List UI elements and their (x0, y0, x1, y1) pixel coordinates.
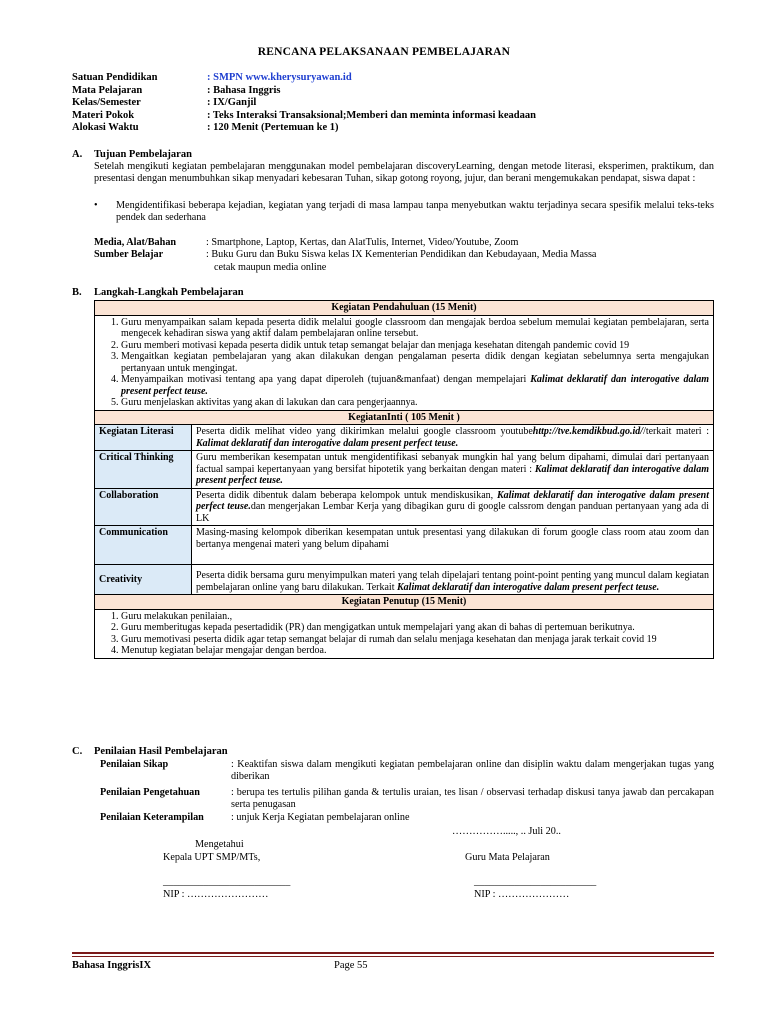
penilaian-pengetahuan-row (94, 787, 714, 813)
signature-right-title: Guru Mata Pelajaran (465, 852, 550, 863)
emphasis-text: Kalimat deklaratif dan interogative dalam present perfect teuse. (196, 489, 709, 512)
emphasis-text: Kalimat deklaratif dan interogative dalam present perfect teuse. (121, 374, 710, 397)
section-title: Langkah-Langkah Pembelajaran (94, 287, 244, 298)
table-row (95, 565, 714, 595)
row-label: Critical Thinking (95, 451, 192, 489)
penilaian-value: : Keaktifan siswa dalam mengikuti kegiatan pembelajaran online dan disiplin waktu dalam mengerjakan tugas yang diberikan (231, 759, 714, 782)
penutup-list (99, 611, 709, 657)
signature-right-nip: NIP : ………………… (474, 889, 570, 900)
row-content (192, 488, 714, 526)
row-content (192, 526, 714, 565)
section-a-paragraph: Setelah mengikuti kegiatan pembelajaran menggunakan model pembelajaran discoveryLearning, dengan metode literasi, eksperimen, praktikum, dan presentasi dengan menumbuhkan sikap menyadari kebesaran Tuhan, sikap gotong royong, jujur, dan berani mengemukakan pendapat, siswa dapat : (94, 161, 714, 184)
list-item-text: Menyampaikan motivasi tentang apa yang dapat diperoleh (tujuan&manfaat) dengan mempelajari (121, 374, 527, 385)
penilaian-label: Penilaian Pengetahuan (100, 787, 200, 798)
row-text: dan mengerjakan Lembar Kerja yang dibagikan guru di google calssrom dengan panduan pertanyaan yang ada di LK (196, 501, 709, 524)
identity-key: Materi Pokok (72, 110, 135, 121)
identity-value-link[interactable]: : SMPN www.kherysuryawan.id (207, 72, 352, 83)
media-label: Media, Alat/Bahan (94, 237, 177, 248)
row-text: Guru memberikan kesempatan untuk mengidentifikasi sebanyak mungkin hal yang belum dipahami, dimulai dari pertanyaan factual sampai kepertanyaan yang bersifat hipotetik yang berkaitan dengan materi : (196, 452, 709, 475)
list-item-text: Guru melakukan penilaian., (121, 610, 233, 622)
identity-value: : Bahasa Inggris (207, 85, 281, 96)
row-content (192, 451, 714, 489)
signature-right-name: ________________________ (474, 876, 597, 887)
pendahuluan-list (99, 317, 709, 409)
table-row (95, 488, 714, 526)
list-item (121, 374, 709, 397)
identity-value: : Teks Interaksi Transaksional;Memberi dan meminta informasi keadaan (207, 110, 536, 121)
list-item-text: Guru menjelaskan aktivitas yang akan di lakukan dan cara pengerjaannya. (121, 397, 418, 408)
row-content (192, 425, 714, 451)
identity-key: Satuan Pendidikan (72, 72, 158, 83)
list-item (121, 645, 709, 657)
identity-key: Alokasi Waktu (72, 122, 139, 133)
video-link[interactable]: http://tve.kemdikbud.go.id/ (532, 426, 644, 437)
footer-subject: Bahasa InggrisIX (72, 960, 152, 971)
list-item-text: Guru memotivasi peserta didik agar tetap semangat belajar di rumah dan selalu menjaga kesehatan dan menjaga jarak terkait covid 19 (121, 633, 657, 645)
penutup-header: Kegiatan Penutup (15 Menit) (95, 595, 714, 610)
penilaian-sikap-row (94, 759, 714, 785)
list-item (121, 397, 709, 409)
identity-value: : IX/Ganjil (207, 97, 257, 108)
document-title: RENCANA PELAKSANAAN PEMBELAJARAN (257, 46, 511, 58)
table-row (95, 425, 714, 451)
row-text: /terkait materi : (643, 426, 710, 437)
sumber-label: Sumber Belajar (94, 249, 164, 260)
list-item-text: Guru memberitugas kepada pesertadidik (PR) dan mengigatkan untuk mempelajari yang akan di bahas di pertemuan berikutnya. (121, 622, 635, 633)
bullet-text: Mengidentifikasi beberapa kejadian, kegiatan yang terjadi di masa lampau tanpa menyebutkan waktu terjadinya secara spesifik melalui teks-teks pendek dan sederhana (116, 200, 714, 223)
penutup-cell (95, 609, 714, 658)
section-number: B. (72, 287, 82, 298)
identity-row-kelas (72, 97, 256, 110)
section-title: Tujuan Pembelajaran (94, 149, 192, 160)
list-item-text: Menutup kegiatan belajar mengajar dengan berdoa. (121, 645, 327, 656)
emphasis-text: Kalimat deklaratif dan interogative dalam present perfect teuse. (196, 463, 709, 486)
identity-value: : 120 Menit (Pertemuan ke 1) (207, 122, 339, 133)
signature-left-name: _________________________ (163, 876, 291, 887)
emphasis-text: Kalimat deklaratif dan interogative dalam present perfect teuse. (196, 437, 459, 449)
penilaian-label: Penilaian Sikap (100, 759, 169, 770)
section-number: A. (72, 149, 83, 160)
penilaian-value: : berupa tes tertulis pilihan ganda & tertulis uraian, tes lisan / observasi terhadap diskusi tanya jawab dan percakapan serta penugasan (231, 787, 714, 810)
pendahuluan-header: Kegiatan Pendahuluan (15 Menit) (95, 301, 714, 316)
penilaian-label: Penilaian Keterampilan (100, 812, 204, 823)
list-item-text: Guru memberi motivasi kepada peserta didik untuk tetap semangat belajar dan menjaga kesehatan ditengah pandemic covid 19 (121, 339, 630, 351)
table-row (95, 526, 714, 565)
sumber-value-2: cetak maupun media online (214, 262, 327, 273)
list-item (121, 351, 709, 374)
row-text: Peserta didik bersama guru menyimpulkan materi yang telah dipelajari tentang point-point penting yang muncul dalam kegiatan pembelajaran online yang baru dilakukan. Terkait (196, 570, 709, 593)
page-number: Page 55 (334, 960, 368, 971)
row-label: Kegiatan Literasi (95, 425, 192, 451)
emphasis-text: Kalimat deklaratif dan interogative dalam present perfect teuse. (397, 581, 660, 593)
footer-divider (72, 952, 714, 954)
penilaian-value: : unjuk Kerja Kegiatan pembelajaran online (231, 812, 410, 823)
section-b-heading (72, 287, 244, 298)
list-item (121, 340, 709, 352)
inti-header: KegiatanInti ( 105 Menit ) (95, 410, 714, 425)
row-label: Creativity (95, 565, 192, 595)
row-label: Collaboration (95, 488, 192, 526)
list-item (121, 634, 709, 646)
identity-key: Kelas/Semester (72, 97, 141, 108)
identity-key: Mata Pelajaran (72, 85, 143, 96)
sumber-value: : Buku Guru dan Buku Siswa kelas IX Kementerian Pendidikan dan Kebudayaan, Media Massa (206, 249, 597, 260)
section-a-heading (72, 149, 192, 160)
signature-mengetahui: Mengetahui (195, 839, 244, 850)
signature-left-nip: NIP : …………………… (163, 889, 269, 900)
media-value: : Smartphone, Laptop, Kertas, dan AlatTulis, Internet, Video/Youtube, Zoom (206, 237, 519, 248)
row-label: Communication (95, 526, 192, 565)
list-item (121, 622, 709, 634)
footer-divider-thin (72, 956, 714, 957)
table-row (95, 451, 714, 489)
section-title: Penilaian Hasil Pembelajaran (94, 746, 228, 757)
row-content (192, 565, 714, 595)
identity-row-satuan (72, 72, 352, 85)
section-number: C. (72, 746, 83, 757)
section-c-heading (72, 746, 228, 757)
list-item-text: Guru menyampaikan salam kepada peserta didik melalui google classroom dan mengajak berdoa sebelum memulai kegiatan pembelajaran, serta mengecek kehadiran siswa yang aktif dalam pembelajaran online tersebut. (121, 316, 709, 339)
identity-row-alokasi (72, 122, 339, 135)
signature-date: ……………....., .. Juli 20.. (452, 826, 561, 837)
signature-left-title: Kepala UPT SMP/MTs, (163, 852, 261, 863)
bullet-icon: • (94, 200, 98, 211)
list-item (121, 611, 709, 623)
list-item-text: Mengaitkan kegiatan pembelajaran yang akan dilakukan dengan pengalaman peserta didik dengan kegiatan sebelumnya serta mengajukan pertanyaan untuk mengingat. (121, 351, 709, 374)
row-text: Peserta didik melihat video yang dikirimkan melalui google classroom youtube (196, 426, 533, 437)
pendahuluan-cell (95, 315, 714, 410)
activity-table (94, 300, 714, 659)
row-text: Masing-masing kelompok diberikan kesempatan untuk presentasi yang dilakukan di forum google class room atau zoom dan bertanya mengenai materi yang belum dipahami (196, 527, 709, 550)
row-text: Peserta didik dibentuk dalam beberapa kelompok untuk mendiskusikan, (196, 489, 497, 501)
list-item (121, 317, 709, 340)
